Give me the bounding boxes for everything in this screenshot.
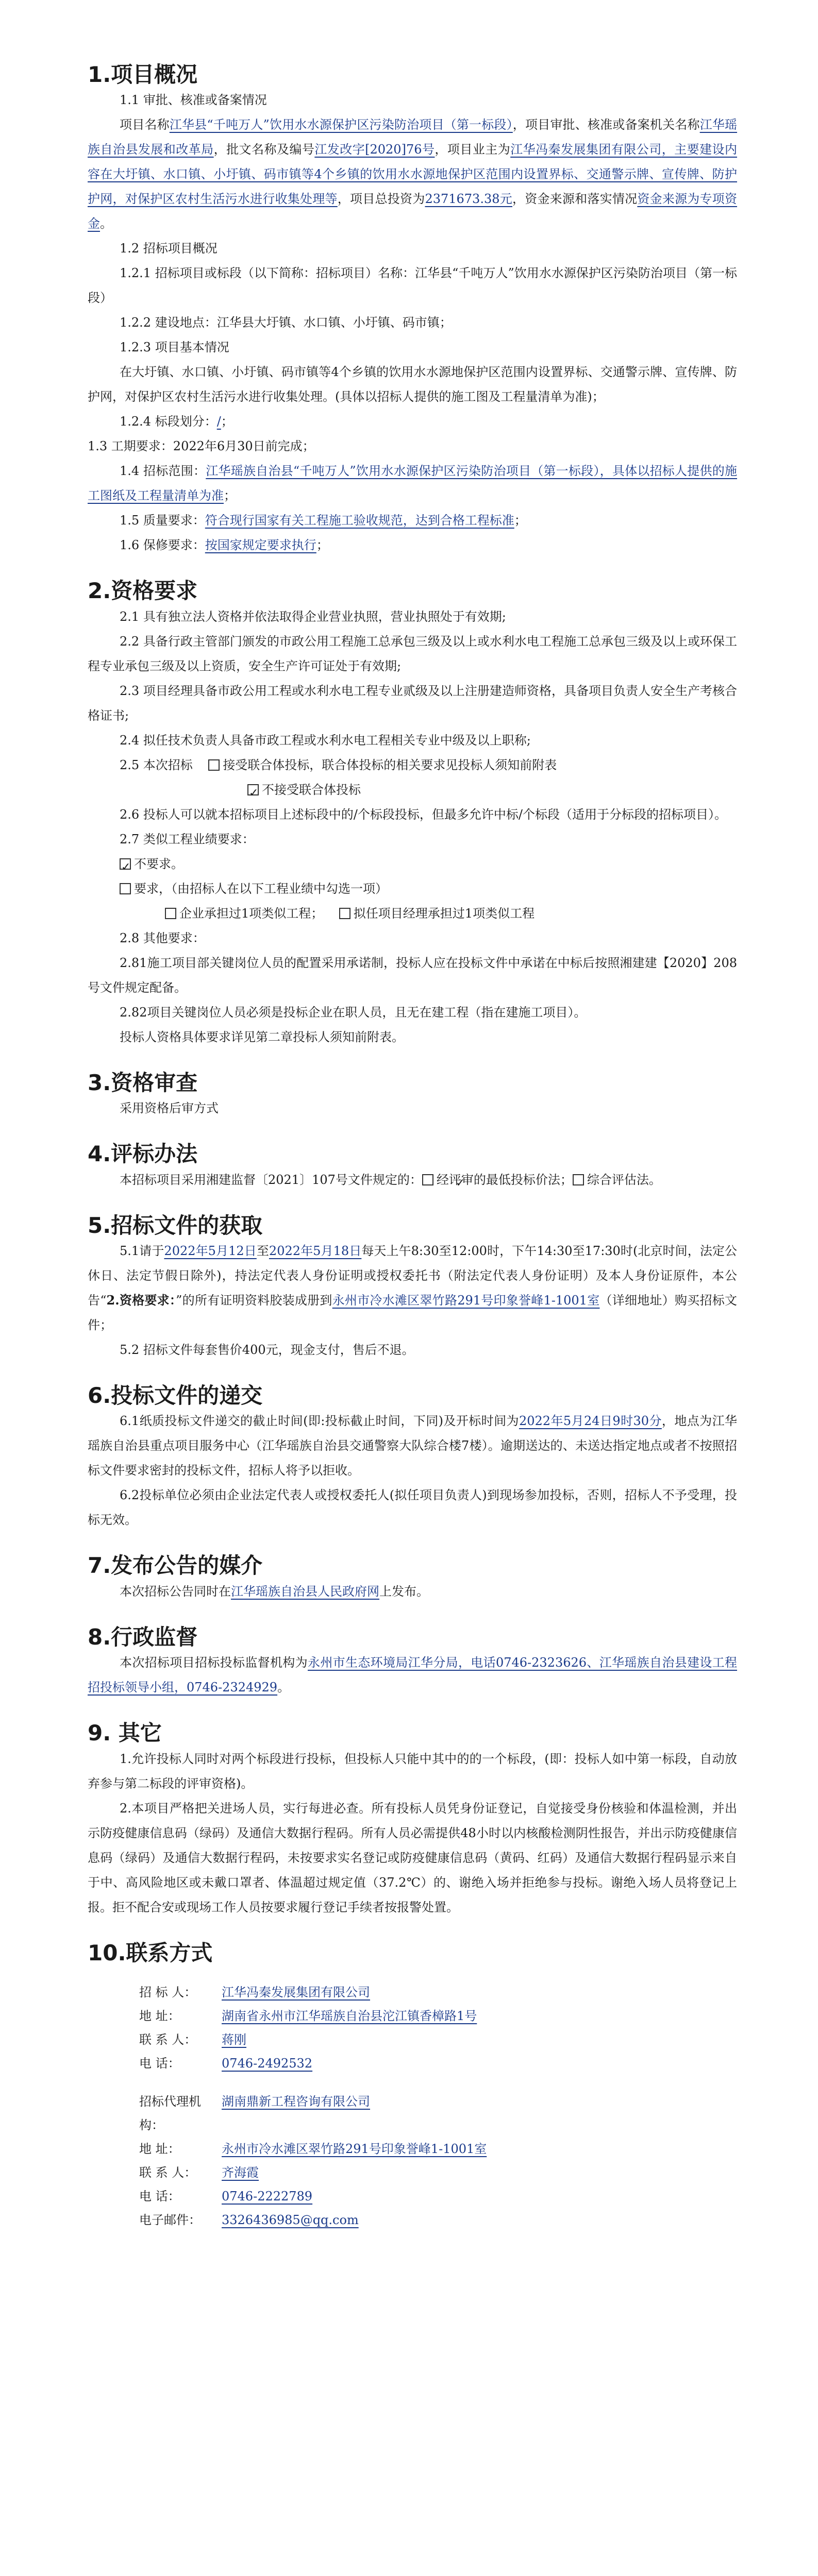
contact-row: 联 系 人： 蒋刚 (139, 2032, 246, 2047)
section-qualification (88, 578, 737, 1049)
contact-row: 电子邮件： 3326436985@qq.com (88, 2208, 737, 2232)
section-title: 2.资格要求 (88, 578, 198, 604)
section-title: 9. 其它 (88, 1720, 162, 1746)
paragraph: 2.1 具有独立法人资格并依法取得企业营业执照，营业执照处于有效期; (120, 609, 506, 624)
paragraph: 2.6 投标人可以就本招标项目上述标段中的/个标段投标，但最多允许中标/个标段（适用于分标段的招标项目）。 (120, 807, 727, 822)
section-contact (88, 1940, 737, 2232)
email-link[interactable]: 3326436985@qq.com (222, 2212, 359, 2227)
paragraph: 1.3 工期要求：2022年6月30日前完成； (88, 439, 315, 454)
contact-row: 地 址： 永州市冷水滩区翠竹路291号印象誉峰1-1001室 (139, 2141, 487, 2156)
paragraph: 在大圩镇、水口镇、小圩镇、码市镇等4个乡镇的饮用水水源地保护区范围内设置界标、交通警示牌、宣传牌、防护网，对保护区农村生活污水进行收集处理。(具体以招标人提供的施工图及工程量清单为准)； (88, 365, 737, 404)
section-title: 8.行政监督 (88, 1624, 198, 1650)
paragraph: 1.2.3 项目基本情况 (120, 340, 229, 355)
paragraph: 2.82项目关键岗位人员必须是投标企业在职人员，且无在建工程（指在建施工项目）。 (120, 1005, 587, 1020)
paragraph: 本次招标项目招标投标监督机构为永州市生态环境局江华分局，电话0746-2323626、江华瑶族自治县建设工程招投标领导小组，0746-2324929。 (88, 1655, 738, 1695)
section-title: 10.联系方式 (88, 1940, 213, 1965)
contact-row: 地 址： 湖南省永州市江华瑶族自治县沱江镇香樟路1号 (139, 2008, 477, 2023)
paragraph: 6.1纸质投标文件递交的截止时间(即:投标截止时间，下同)及开标时间为2022年5月24日9时30分，地点为江华瑶族自治县重点项目服务中心（江华瑶族自治县交通警察大队综合楼7楼）。逾期送达的、未送达指定地点或者不按照招标文件要求密封的投标文件，招标人将予以拒收。 (88, 1414, 738, 1478)
paragraph: 1.2.1 招标项目或标段（以下简称：招标项目）名称：江华县“千吨万人”饮用水水源保护区污染防治项目（第一标段） (88, 266, 737, 306)
checkbox-checked-icon (247, 784, 259, 795)
section-evaluation-method (88, 1141, 737, 1192)
subheading: 1.1 审批、核准或备案情况 (120, 93, 267, 108)
announcement-document (88, 62, 737, 2232)
paragraph: 项目名称江华县“千吨万人”饮用水水源保护区污染防治项目（第一标段），项目审批、核准或备案机关名称江华瑶族自治县发展和改革局，批文名称及编号江发改字[2020]76号，项目业主为江华冯秦发展集团有限公司，主要建设内容在大圩镇、水口镇、小圩镇、码市镇等4个乡镇的饮用水水源地保护区范围内设置界标、交通警示牌、宣传牌、防护护网，对保护区农村生活污水进行收集处理等，项目总投资为2371673.38元，资金来源和落实情况资金来源为专项资金。 (88, 117, 738, 231)
paragraph: 1.允许投标人同时对两个标段进行投标，但投标人只能中其中的的一个标段，(即：投标人如中第一标段，自动放弃参与第二标段的评审资格)。 (88, 1751, 737, 1791)
paragraph: 企业承担过1项类似工程； 拟任项目经理承担过1项类似工程 (88, 901, 737, 926)
checkbox-unchecked-icon (120, 883, 131, 894)
paragraph: 采用资格后审方式 (120, 1101, 219, 1116)
paragraph: 本次招标公告同时在江华瑶族自治县人民政府网上发布。 (120, 1584, 429, 1599)
paragraph: 投标人资格具体要求详见第二章投标人须知前附表。 (120, 1029, 404, 1044)
section-other (88, 1720, 737, 1919)
section-title: 7.发布公告的媒介 (88, 1553, 263, 1579)
paragraph: 1.4 招标范围：江华瑶族自治县“千吨万人”饮用水水源保护区污染防治项目（第一标段），具体以招标人提供的施工图纸及工程量清单为准； (88, 464, 737, 503)
section-title: 6.投标文件的递交 (88, 1382, 263, 1408)
paragraph: 1.2.2 建设地点：江华县大圩镇、水口镇、小圩镇、码市镇； (120, 315, 452, 330)
paragraph: 1.6 保修要求：按国家规定要求执行； (120, 538, 329, 553)
section-title: 1.项目概况 (88, 62, 198, 87)
paragraph: 要求，（由招标人在以下工程业绩中勾选一项） (88, 876, 737, 901)
checkbox-unchecked-icon (339, 908, 350, 919)
paragraph: 1.5 质量要求：符合现行国家有关工程施工验收规范，达到合格工程标准； (120, 513, 527, 528)
section-obtain-documents (88, 1213, 737, 1362)
subheading: 1.2 招标项目概况 (120, 241, 218, 256)
checkbox-checked-icon (120, 858, 131, 870)
section-qualification-review (88, 1070, 737, 1121)
paragraph: 2.2 具备行政主管部门颁发的市政公用工程施工总承包三级及以上或水利水电工程施工总承包三级及以上或环保工程专业承包三级及以上资质，安全生产许可证处于有效期; (88, 634, 737, 673)
checkbox-unchecked-icon (165, 908, 176, 919)
section-title: 5.招标文件的获取 (88, 1212, 263, 1238)
section-title: 3.资格审查 (88, 1070, 198, 1095)
section-publication-media (88, 1553, 737, 1603)
paragraph: ✓不要求。 (88, 852, 737, 876)
paragraph: 2.3 项目经理具备市政公用工程或水利水电工程专业贰级及以上注册建造师资格，具备项目负责人安全生产考核合格证书; (88, 683, 737, 723)
section-supervision (88, 1624, 737, 1700)
contact-row: 联 系 人： 齐海霞 (139, 2165, 259, 2180)
checkbox-unchecked-icon (208, 759, 220, 771)
paragraph: 6.2投标单位必须由企业法定代表人或授权委托人(拟任项目负责人)到现场参加投标，否则，招标人不予受理，投标无效。 (88, 1488, 737, 1528)
contact-row: 电 话： 0746-2492532 (139, 2056, 313, 2071)
paragraph: ✓不接受联合体投标 (88, 777, 737, 802)
paragraph: 5.1请于2022年5月12日至2022年5月18日每天上午8:30至12:00时，下午14:30至17:30时(北京时间，法定公休日、法定节假日除外)，持法定代表人身份证明或授权委托书（附法定代表人身份证明）及本人身份证原件，本公告“2.资格要求：”的所有证明资料胶装成册到永州市冷水滩区翠竹路291号印象誉峰1-1001室（详细地址）购买招标文件； (88, 1243, 738, 1332)
checkbox-checked-icon (422, 1174, 433, 1185)
checkbox-unchecked-icon (573, 1174, 584, 1185)
section-project-overview (88, 62, 737, 557)
section-title: 4.评标办法 (88, 1141, 198, 1167)
paragraph: 2.5 本次招标 接受联合体投标，联合体投标的相关要求见投标人须知前附表 (120, 757, 557, 772)
paragraph: 2.4 拟任技术负责人具备市政工程或水利水电工程相关专业中级及以上职称; (120, 733, 531, 748)
paragraph: 2.7 类似工程业绩要求： (120, 832, 255, 846)
paragraph: 2.本项目严格把关进场人员，实行每进必查。所有投标人员凭身份证登记，自觉接受身份核验和体温检测，并出示防疫健康信息码（绿码）及通信大数据行程码。所有人员必需提供48小时以内核酸检测阴性报告，并出示防疫健康信息码（绿码）及通信大数据行程码，未按要求实名登记或防疫健康信息码（黄码、红码）及通信大数据行程码显示来自于中、高风险地区或未戴口罩者、体温超过规定值（37.2℃）的、谢绝入场并拒绝参与投标。谢绝入场人员将登记上报。拒不配合安或现场工作人员按要求履行登记手续者按报警处置。 (88, 1801, 737, 1914)
paragraph: 本招标项目采用湘建监督〔2021〕107号文件规定的：✓ 经评审的最低投标价法； 综合评估法。 (88, 1167, 737, 1192)
contact-row: 招 标 人： 江华冯秦发展集团有限公司 (139, 1985, 370, 1999)
section-submission (88, 1383, 737, 1532)
paragraph: 2.81施工项目部关键岗位人员的配置采用承诺制，投标人应在投标文件中承诺在中标后按照湘建建【2020】208号文件规定配备。 (88, 955, 737, 995)
contact-row: 电 话： 0746-2222789 (139, 2189, 313, 2204)
contact-row: 招标代理机构： 湖南鼎新工程咨询有限公司 (139, 2094, 370, 2132)
paragraph: 2.8 其他要求： (120, 930, 205, 945)
paragraph: 1.2.4 标段划分：/； (120, 414, 233, 429)
paragraph: 5.2 招标文件每套售价400元，现金支付，售后不退。 (120, 1342, 414, 1357)
